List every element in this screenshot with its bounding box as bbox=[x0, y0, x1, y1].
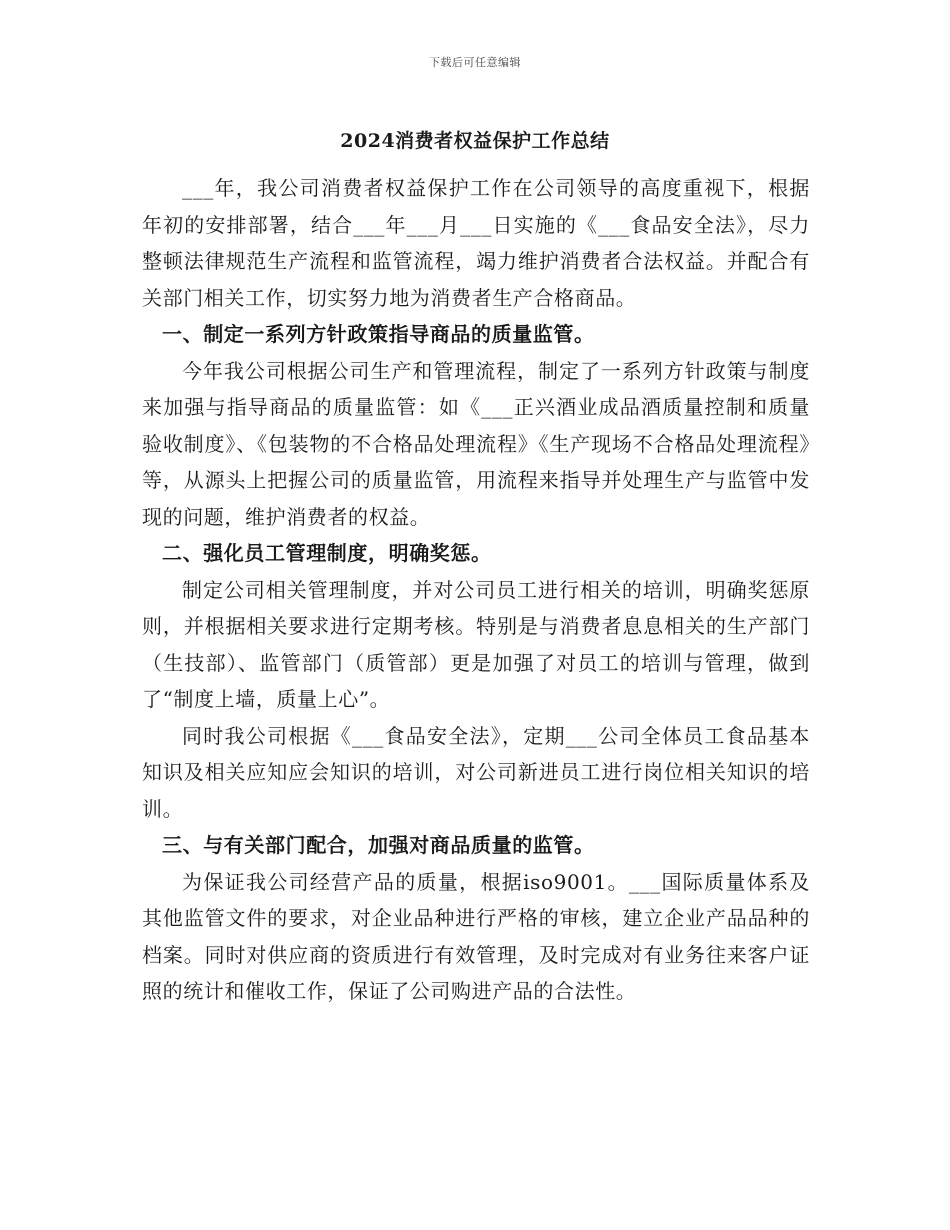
section-2-heading: 二、强化员工管理制度，明确奖惩。 bbox=[162, 541, 492, 565]
section-3-paragraph-1: 为保证我公司经营产品的质量，根据iso9001。___国际质量体系及其他监管文件的要求，对企业品种进行严格的审核，建立企业产品品种的档案。同时对供应商的资质进行有效管理，及时完成对有业务往来客户证照的统计和催收工作，保证了公司购进产品的合法性。 bbox=[142, 869, 810, 1003]
section-1-paragraph-1: 今年我公司根据公司生产和管理流程，制定了一系列方针政策与制度来加强与指导商品的质量监管：如《___正兴酒业成品酒质量控制和质量验收制度》、《包装物的不合格品处理流程》《生产现场不合格品处理流程》等，从源头上把握公司的质量监管，用流程来指导并处理生产与监管中发现的问题，维护消费者的权益。 bbox=[142, 358, 810, 529]
document-title: 2024消费者权益保护工作总结 bbox=[340, 130, 610, 152]
intro-paragraph: ___年，我公司消费者权益保护工作在公司领导的高度重视下，根据年初的安排部署，结合___年___月___日实施的《___食品安全法》，尽力整顿法律规范生产流程和监管流程，竭力维护消费者合法权益。并配合有关部门相关工作，切实努力地为消费者生产合格商品。 bbox=[142, 176, 810, 310]
header-note: 下载后可任意编辑 bbox=[429, 56, 521, 69]
section-1-heading: 一、制定一系列方针政策指导商品的质量监管。 bbox=[162, 322, 595, 346]
section-2-paragraph-1: 制定公司相关管理制度，并对公司员工进行相关的培训，明确奖惩原则，并根据相关要求进行定期考核。特别是与消费者息息相关的生产部门（生技部）、监管部门（质管部）更是加强了对员工的培训与管理，做到了“制度上墙，质量上心”。 bbox=[142, 577, 810, 711]
section-2-paragraph-2: 同时我公司根据《___食品安全法》，定期___公司全体员工食品基本知识及相关应知应会知识的培训，对公司新进员工进行岗位相关知识的培训。 bbox=[142, 723, 810, 821]
section-3-heading: 三、与有关部门配合，加强对商品质量的监管。 bbox=[162, 833, 595, 857]
document-body bbox=[142, 170, 810, 1010]
